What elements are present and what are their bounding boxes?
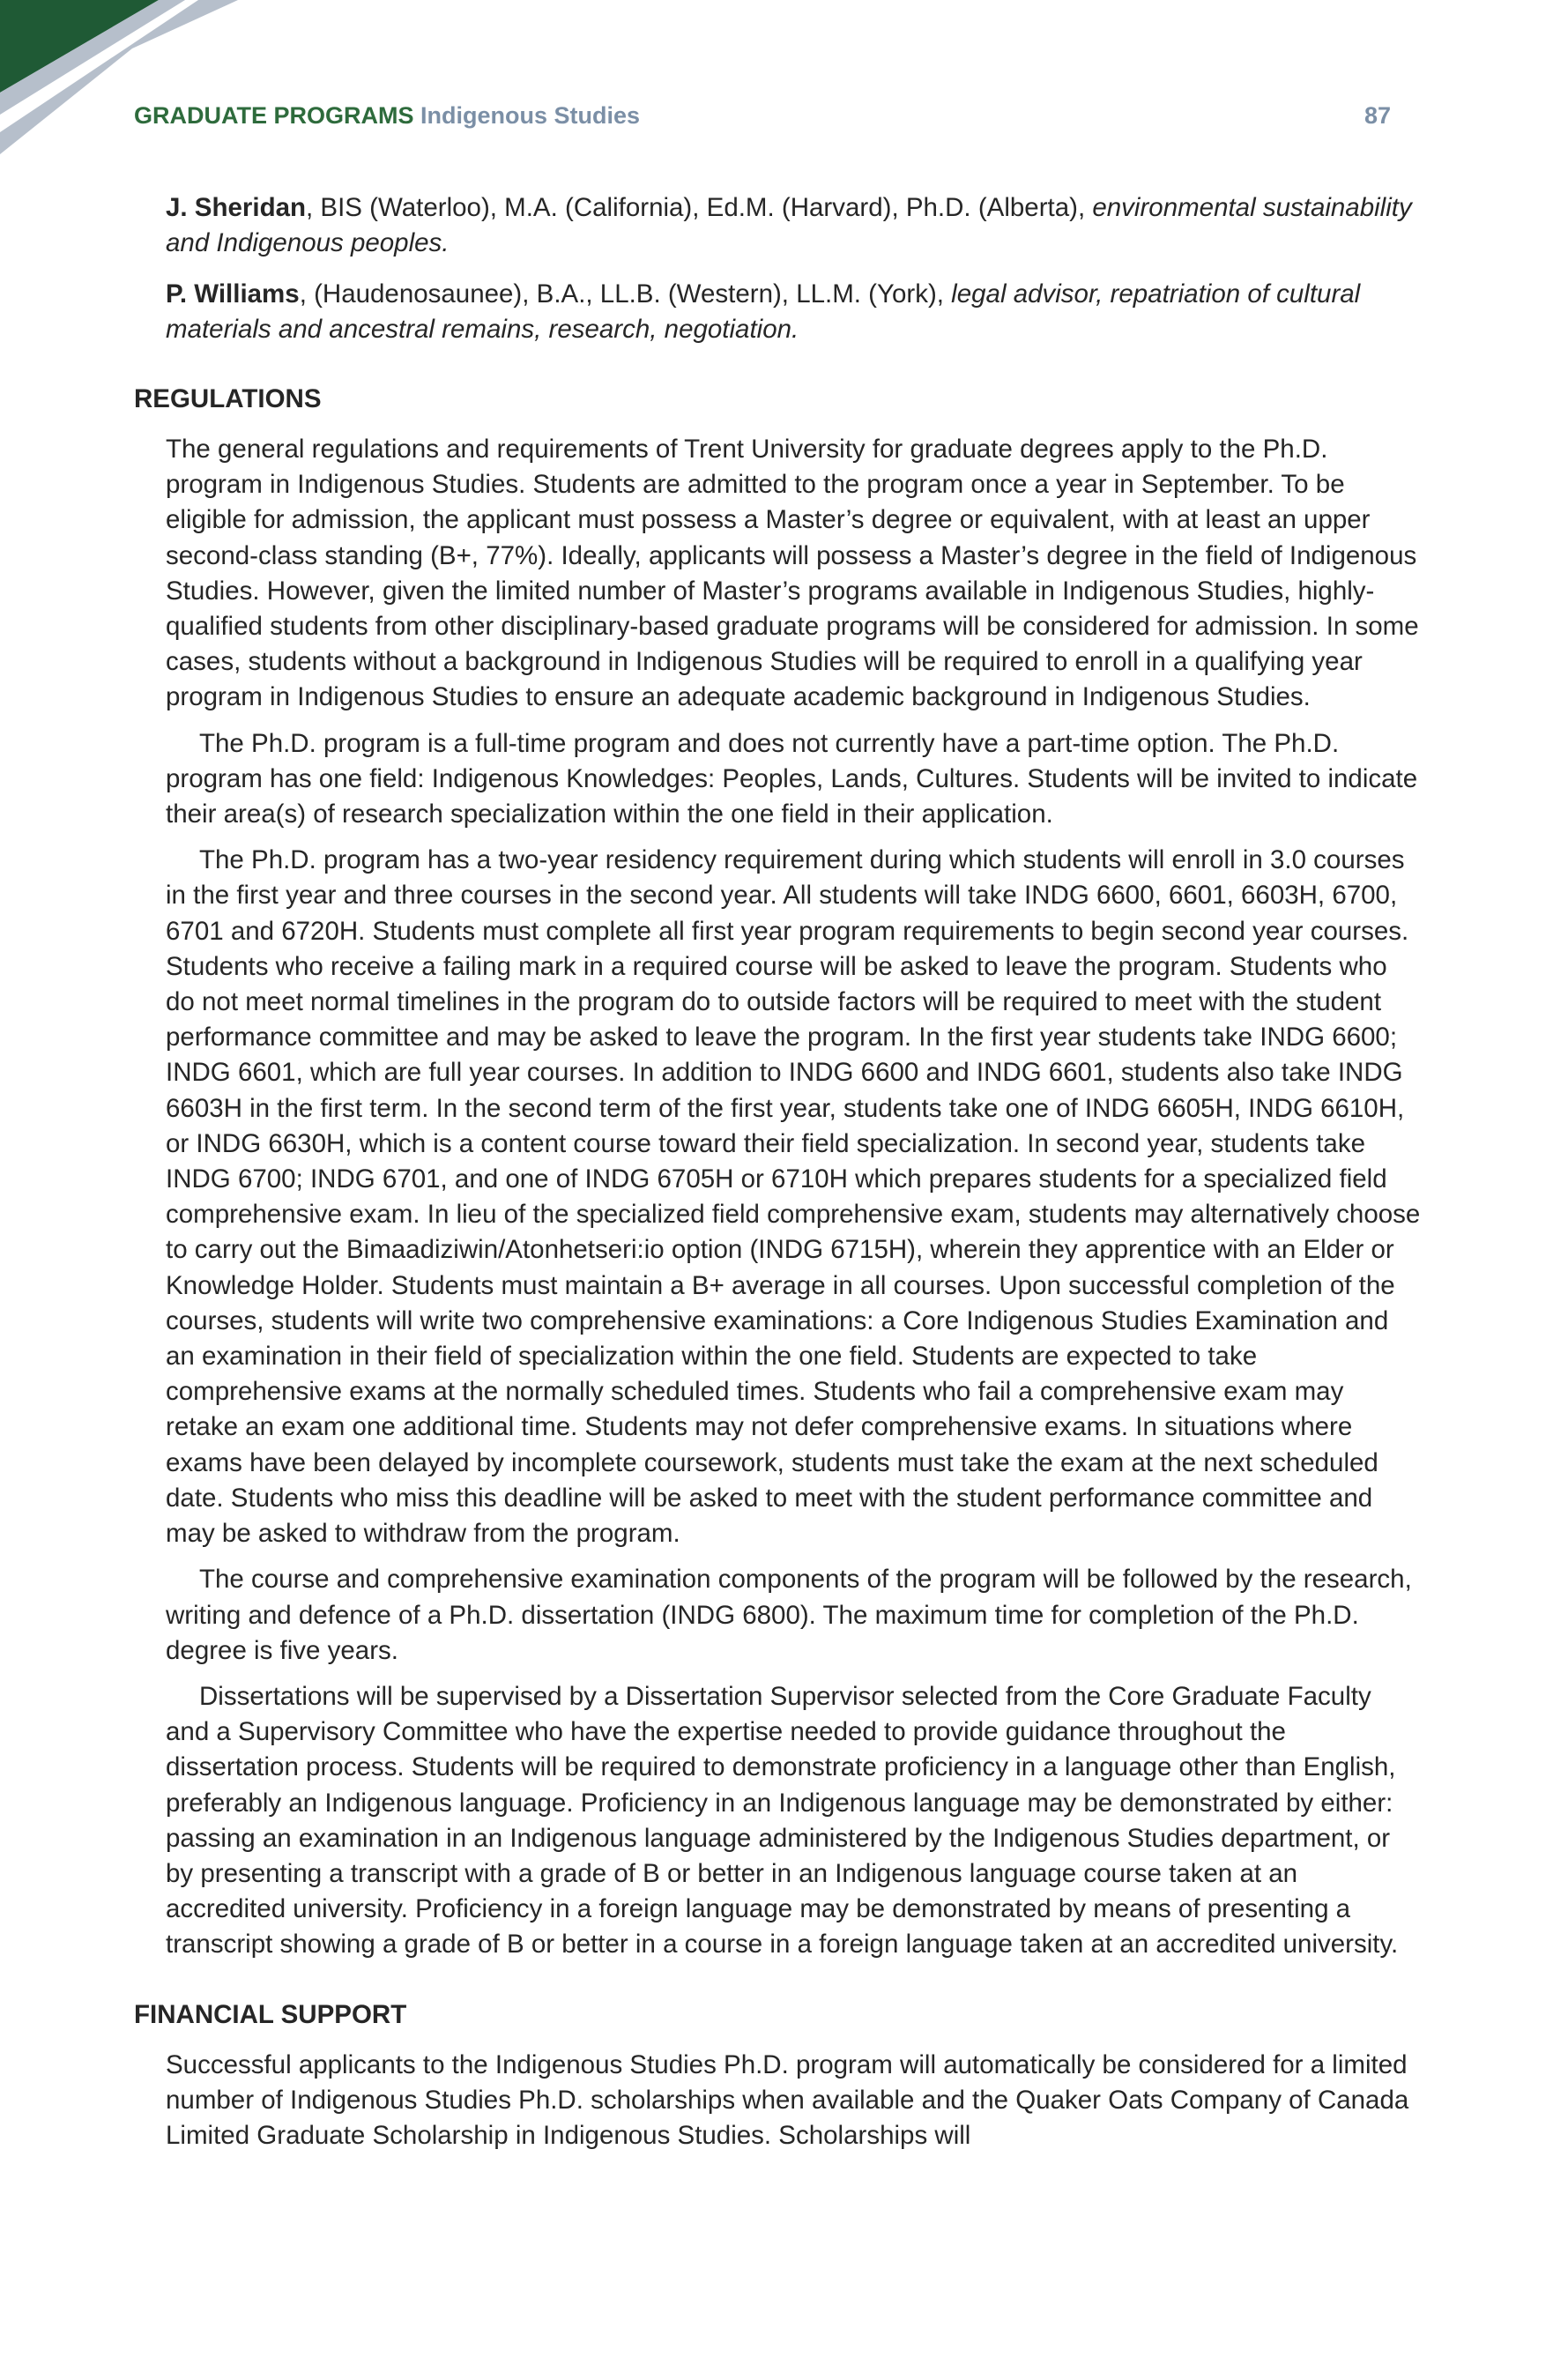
financial-support-heading: FINANCIAL SUPPORT <box>134 1999 407 2029</box>
regulations-paragraph: Dissertations will be supervised by a Dissertation Supervisor selected from the Core Graduate Faculty and a Supervisory Committee who have the expertise needed to provide guidance throughout the dissertation process. Students will be required to demonstrate proficiency in a language other than English, preferably an Indigenous language. Proficiency in an Indigenous language may be demonstrated by either: passing an examination in an Indigenous language administered by the Indigenous Studies department, or by presenting a transcript with a grade of B or better in an Indigenous language course taken at an accredited university. Proficiency in a foreign language may be demonstrated by means of presenting a transcript showing a grade of B or better in a course in a foreign language taken at an accredited university. <box>166 1681 1399 1960</box>
regulations-paragraph: The Ph.D. program has a two-year residency requirement during which students will enroll in 3.0 courses in the first year and three courses in the second year. All students will take INDG 6600, 6601, 6603H, 6700, 6701 and 6720H. Students must complete all first year program requirements to begin second year courses. Students who receive a failing mark in a required course will be asked to leave the program. Students who do not meet normal timelines in the program do to outside factors will be required to meet with the student performance committee and may be asked to leave the program. In the first year students take INDG 6600; INDG 6601, which are full year courses. In addition to INDG 6600 and INDG 6601, students also take INDG 6603H in the first term. In the second term of the first year, students take one of INDG 6605H, INDG 6610H, or INDG 6630H, which is a content course toward their field specialization. In second year, students take INDG 6700; INDG 6701, and one of INDG 6705H or 6710H which prepares students for a specialized field comprehensive exam. In lieu of the specialized field comprehensive exam, students may alternatively choose to carry out the Bimaadiziwin/Atonhetseri:io option (INDG 6715H), wherein they apprentice with an Elder or Knowledge Holder. Students must maintain a B+ average in all courses. Upon successful completion of the courses, students will write two comprehensive examinations: a Core Indigenous Studies Examination and an examination in their field of specialization within the one field. Students are expected to take comprehensive exams at the normally scheduled times. Students who fail a comprehensive exam may retake an exam one additional time. Students may not defer comprehensive exams. In situations where exams have been delayed by incomplete coursework, students must take the exam at the next scheduled date. Students who miss this deadline will be asked to meet with the student performance committee and may be asked to withdraw from the program. <box>166 845 1421 1549</box>
page-content <box>134 190 1421 2164</box>
faculty-name: J. Sheridan <box>166 193 307 222</box>
regulations-paragraph: The course and comprehensive examination components of the program will be followed by the research, writing and defence of a Ph.D. dissertation (INDG 6800). The maximum time for completion of the Ph.D. degree is five years. <box>166 1565 1412 1665</box>
faculty-name: P. Williams <box>166 279 300 309</box>
faculty-entry <box>166 190 1421 261</box>
corner-decoration <box>0 0 247 159</box>
faculty-specialty: legal advisor, repatriation of cultural materials and ancestral remains, research, negotiation. <box>166 279 1361 344</box>
regulations-paragraph: The Ph.D. program is a full-time program and does not currently have a part-time option. The Ph.D. program has one field: Indigenous Knowledges: Peoples, Lands, Cultures. Students will be invited to indicate their area(s) of research specialization within the one field in their application. <box>166 728 1418 829</box>
regulations-paragraph: The general regulations and requirements of Trent University for graduate degrees apply to the Ph.D. program in Indigenous Studies. Students are admitted to the program once a year in September. To be eligible for admission, the applicant must possess a Master’s degree or equivalent, with at least an upper second-class standing (B+, 77%). Ideally, applicants will possess a Master’s degree in the field of Indigenous Studies. However, given the limited number of Master’s programs available in Indigenous Studies, highly-qualified students from other disciplinary-based graduate programs will be considered for admission. In some cases, students without a background in Indigenous Studies will be required to enroll in a qualifying year program in Indigenous Studies to ensure an adequate academic background in Indigenous Studies. <box>166 435 1419 712</box>
faculty-specialty: environmental sustainability and Indigenous peoples. <box>166 193 1412 257</box>
page-number: 87 <box>1364 102 1391 129</box>
regulations-heading: REGULATIONS <box>134 384 322 413</box>
financial-support-paragraph: Successful applicants to the Indigenous Studies Ph.D. program will automatically be considered for a limited number of Indigenous Studies Ph.D. scholarships when available and the Quaker Oats Company of Canada Limited Graduate Scholarship in Indigenous Studies. Scholarships will <box>166 2049 1409 2150</box>
faculty-entry <box>166 277 1421 347</box>
faculty-credentials: , BIS (Waterloo), M.A. (California), Ed.M. (Harvard), Ph.D. (Alberta), <box>306 193 1093 222</box>
header-subject: Indigenous Studies <box>420 102 641 129</box>
faculty-credentials: , (Haudenosaunee), B.A., LL.B. (Western), LL.M. (York), <box>299 279 952 309</box>
header-section: GRADUATE PROGRAMS <box>134 102 414 129</box>
running-header <box>134 102 1391 132</box>
